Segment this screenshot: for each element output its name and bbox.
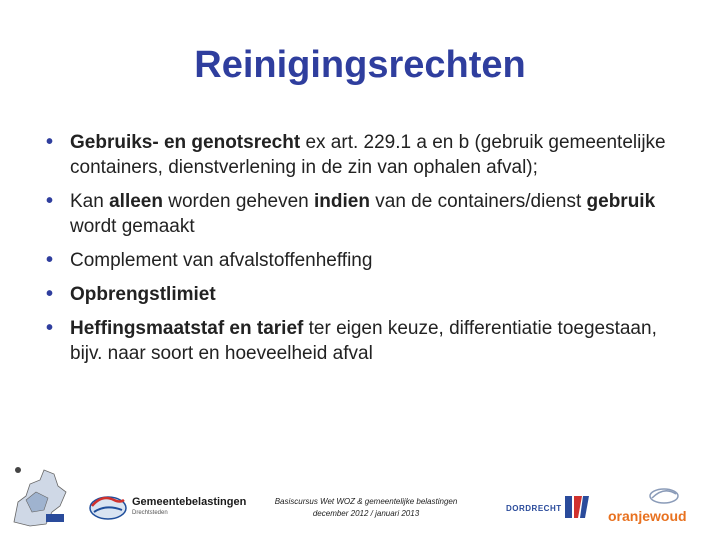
text: wordt gemaakt <box>70 216 195 237</box>
footer-line-1: Basiscursus Wet WOZ & gemeentelijke belastingen <box>274 497 458 506</box>
bullet-list <box>40 130 680 366</box>
bullet-icon: • <box>46 190 54 212</box>
text: ex art. 229.1 a en b (gebruik gemeentelijke containers, dienstverlening in de zin van ophalen afval); <box>70 132 666 178</box>
gemeentebelastingen-logo <box>88 488 247 528</box>
bold-text: gebruik <box>586 191 656 212</box>
dordrecht-logo: DORDRECHT <box>506 504 562 513</box>
bold-text: indien <box>314 191 370 212</box>
text: ter eigen keuze, differentiatie toegestaan, bijv. naar soort en hoeveelheid afval <box>70 318 657 364</box>
bold-text: Heffingsmaatstaf en tarief <box>70 318 304 339</box>
swirl-icon <box>644 484 684 508</box>
bold-text: Opbrengstlimiet <box>70 284 216 305</box>
text: worden geheven <box>162 191 315 212</box>
text: Complement van afvalstoffenheffing <box>70 250 373 271</box>
region-map-logo <box>8 462 68 528</box>
flag-logo <box>562 492 592 522</box>
text: van de containers/dienst <box>369 191 587 212</box>
content-area <box>40 130 680 375</box>
gemeente-subtitle: Drechtsteden <box>132 510 168 516</box>
list-item <box>40 248 680 273</box>
wave-icon <box>88 488 128 524</box>
gemeente-name: Gemeentebelastingen <box>132 496 247 508</box>
oranjewoud-wordmark: oranjewoud <box>608 508 687 524</box>
oranjewoud-logo <box>606 484 714 532</box>
text: Kan <box>70 191 110 212</box>
list-item <box>40 189 680 239</box>
bullet-icon: • <box>46 131 54 153</box>
footer-caption <box>248 496 484 520</box>
bold-text: Gebruiks- en genotsrecht <box>70 132 301 153</box>
footer-line-2: december 2012 / januari 2013 <box>312 509 420 518</box>
bullet-icon: • <box>46 283 54 305</box>
footer <box>0 460 720 540</box>
list-item <box>40 130 680 180</box>
bullet-icon: • <box>46 249 54 271</box>
bold-text: alleen <box>109 191 163 212</box>
list-item <box>40 282 680 307</box>
bullet-icon: • <box>46 317 54 339</box>
list-item <box>40 316 680 366</box>
slide-title: Reinigingsrechten <box>194 44 526 86</box>
